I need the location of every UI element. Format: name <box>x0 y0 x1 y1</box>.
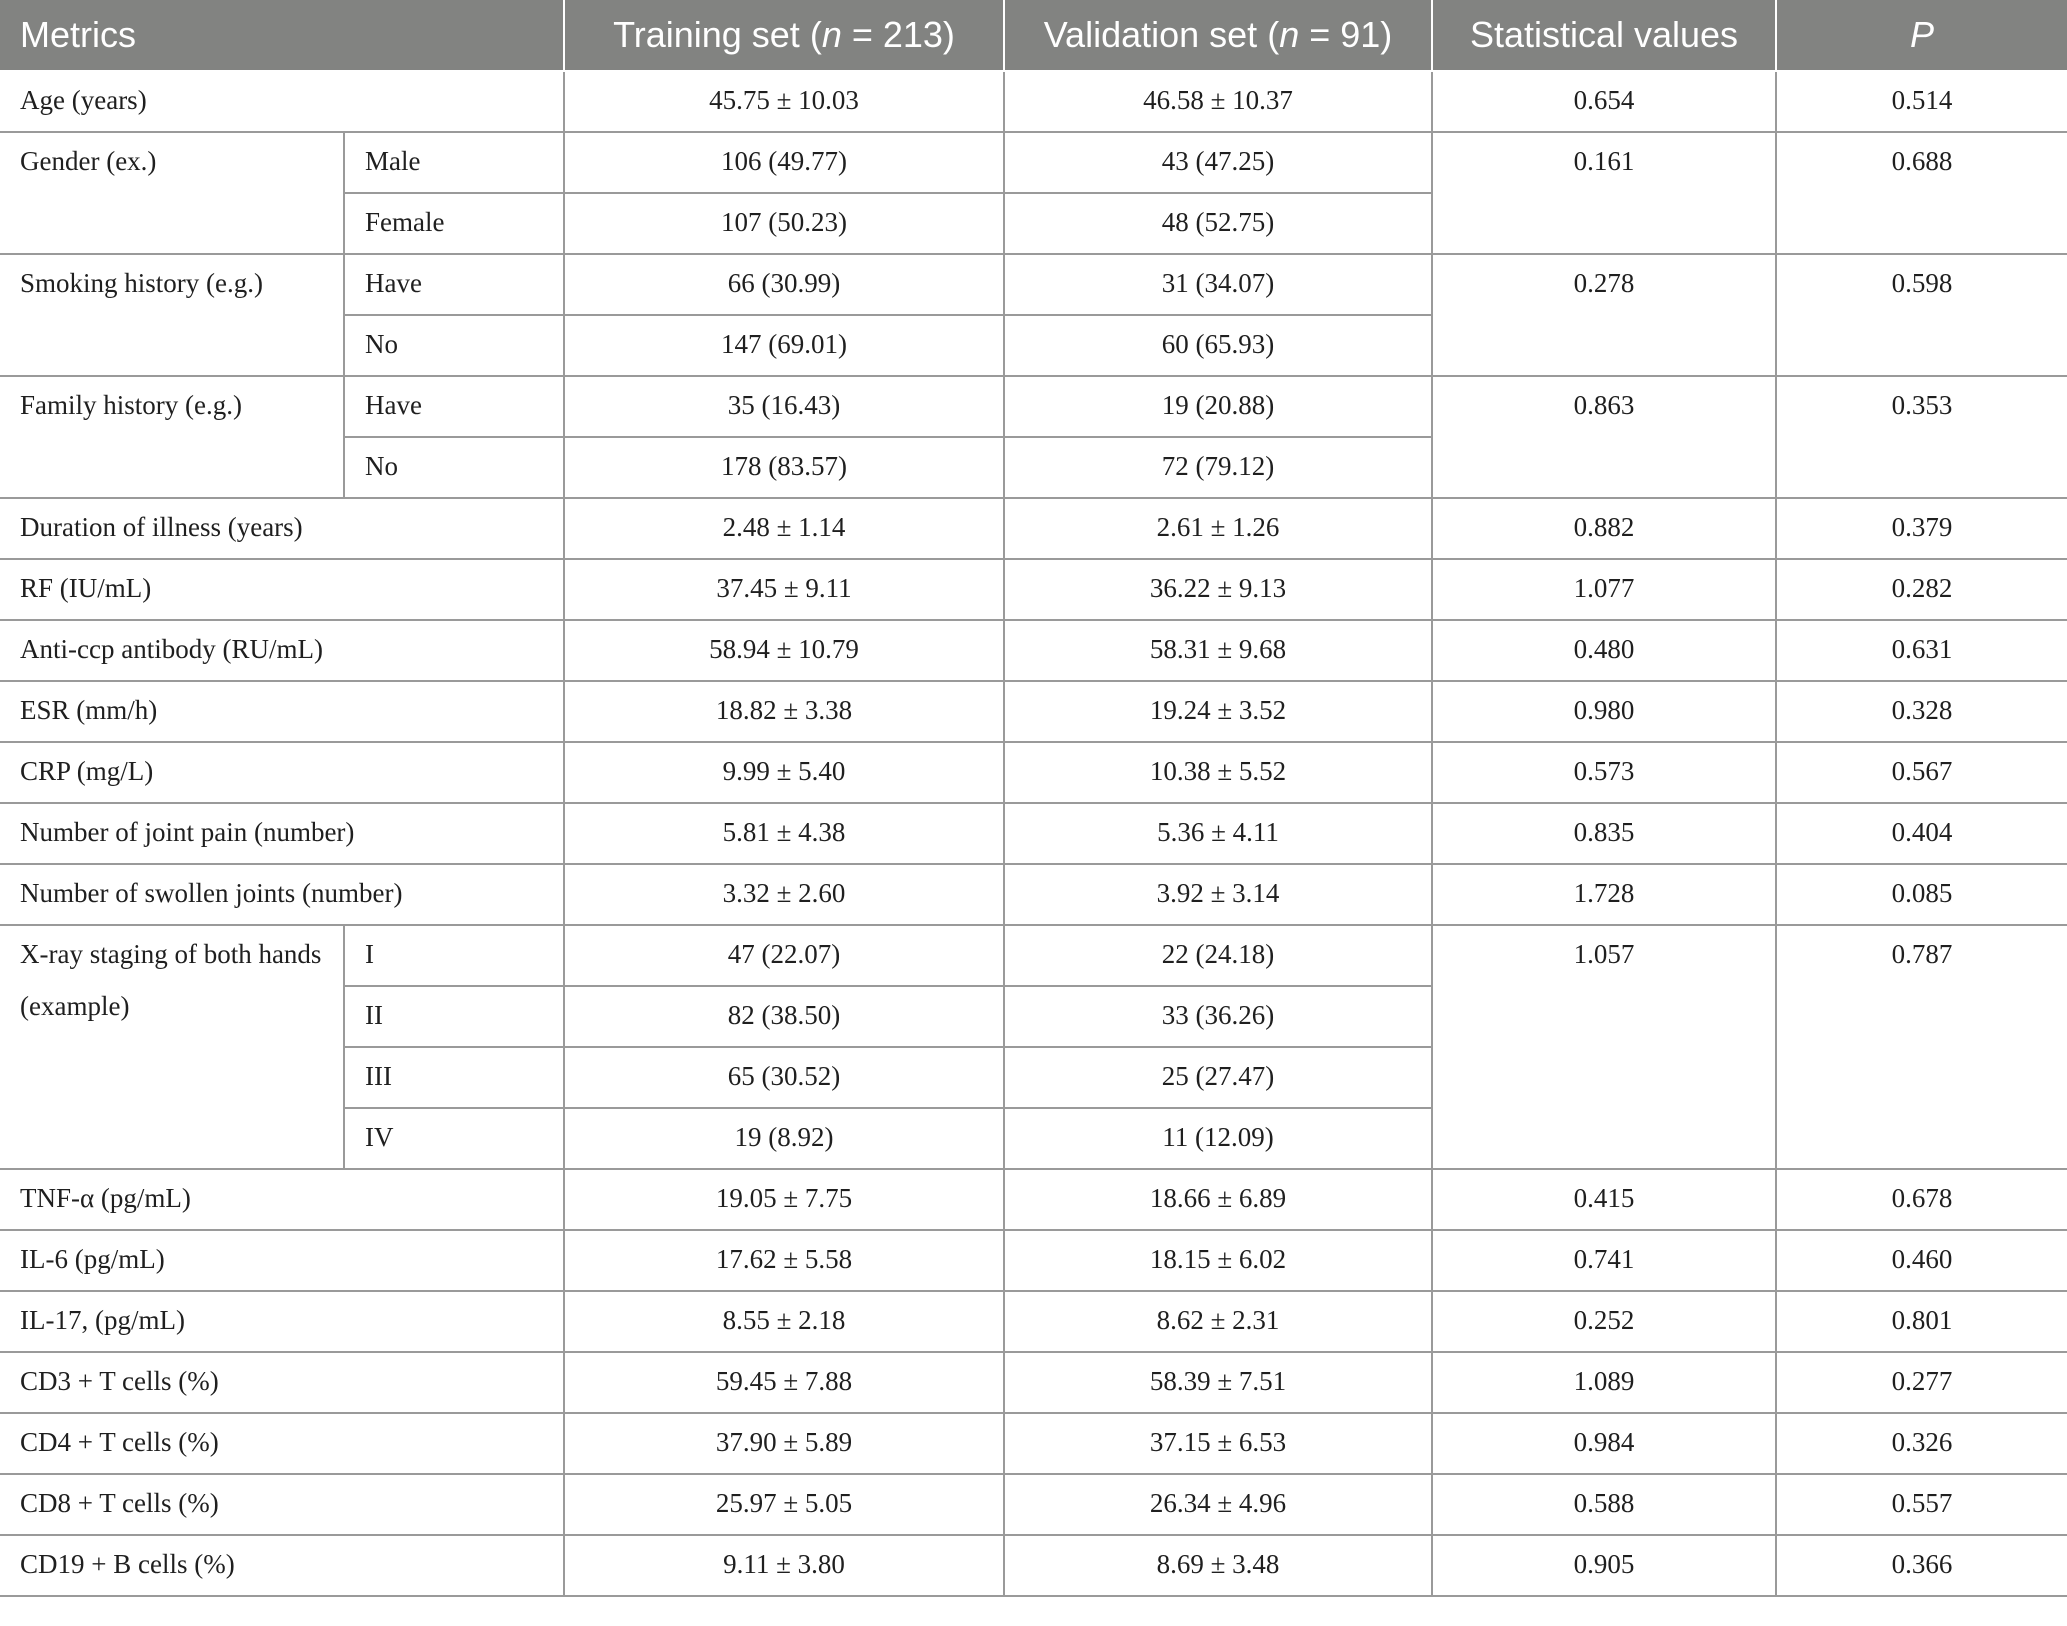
row-label: CD19 + B cells (%) <box>0 1535 564 1596</box>
p-value: 0.277 <box>1776 1352 2067 1413</box>
statistical-value: 0.882 <box>1432 498 1776 559</box>
training-value: 66 (30.99) <box>564 254 1004 315</box>
table-row <box>0 1352 2067 1413</box>
validation-n: n <box>1279 14 1300 55</box>
p-value: 0.631 <box>1776 620 2067 681</box>
row-label: IL-6 (pg/mL) <box>0 1230 564 1291</box>
statistical-value: 0.252 <box>1432 1291 1776 1352</box>
header-p: P <box>1776 0 2067 71</box>
header-validation-set <box>1004 0 1432 71</box>
training-n: n <box>821 14 842 55</box>
validation-value: 8.62 ± 2.31 <box>1004 1291 1432 1352</box>
row-label: ESR (mm/h) <box>0 681 564 742</box>
statistical-value: 1.077 <box>1432 559 1776 620</box>
row-label: Smoking history (e.g.) <box>0 254 344 376</box>
statistical-value: 0.588 <box>1432 1474 1776 1535</box>
p-value: 0.404 <box>1776 803 2067 864</box>
statistical-value: 0.480 <box>1432 620 1776 681</box>
table-row <box>0 1169 2067 1230</box>
p-value: 0.328 <box>1776 681 2067 742</box>
table-row <box>0 376 2067 437</box>
validation-value: 5.36 ± 4.11 <box>1004 803 1432 864</box>
statistical-value: 1.728 <box>1432 864 1776 925</box>
statistical-value: 0.905 <box>1432 1535 1776 1596</box>
statistical-value: 0.980 <box>1432 681 1776 742</box>
validation-value: 22 (24.18) <box>1004 925 1432 986</box>
row-label: Age (years) <box>0 71 564 132</box>
statistical-value: 0.161 <box>1432 132 1776 254</box>
validation-value: 26.34 ± 4.96 <box>1004 1474 1432 1535</box>
subgroup-label: Female <box>344 193 564 254</box>
p-value: 0.379 <box>1776 498 2067 559</box>
table-row <box>0 132 2067 193</box>
table-row <box>0 1474 2067 1535</box>
validation-value: 72 (79.12) <box>1004 437 1432 498</box>
table-row <box>0 864 2067 925</box>
training-value: 59.45 ± 7.88 <box>564 1352 1004 1413</box>
training-value: 9.11 ± 3.80 <box>564 1535 1004 1596</box>
subgroup-label: Have <box>344 376 564 437</box>
training-value: 178 (83.57) <box>564 437 1004 498</box>
table-row <box>0 71 2067 132</box>
validation-value: 58.31 ± 9.68 <box>1004 620 1432 681</box>
training-value: 3.32 ± 2.60 <box>564 864 1004 925</box>
subgroup-label: Have <box>344 254 564 315</box>
table-row <box>0 498 2067 559</box>
statistical-value: 0.741 <box>1432 1230 1776 1291</box>
p-value: 0.787 <box>1776 925 2067 1169</box>
statistical-value: 0.654 <box>1432 71 1776 132</box>
header-training-set <box>564 0 1004 71</box>
subgroup-label: No <box>344 315 564 376</box>
validation-value: 58.39 ± 7.51 <box>1004 1352 1432 1413</box>
p-value: 0.688 <box>1776 132 2067 254</box>
validation-value: 43 (47.25) <box>1004 132 1432 193</box>
validation-value: 10.38 ± 5.52 <box>1004 742 1432 803</box>
subgroup-label: IV <box>344 1108 564 1169</box>
p-value: 0.460 <box>1776 1230 2067 1291</box>
validation-value: 31 (34.07) <box>1004 254 1432 315</box>
statistical-value: 0.573 <box>1432 742 1776 803</box>
training-value: 5.81 ± 4.38 <box>564 803 1004 864</box>
row-label: CD3 + T cells (%) <box>0 1352 564 1413</box>
validation-value: 60 (65.93) <box>1004 315 1432 376</box>
validation-prefix: Validation set ( <box>1043 14 1280 55</box>
training-value: 2.48 ± 1.14 <box>564 498 1004 559</box>
header-row <box>0 0 2067 71</box>
validation-value: 11 (12.09) <box>1004 1108 1432 1169</box>
p-value: 0.678 <box>1776 1169 2067 1230</box>
validation-value: 2.61 ± 1.26 <box>1004 498 1432 559</box>
training-value: 37.45 ± 9.11 <box>564 559 1004 620</box>
validation-value: 37.15 ± 6.53 <box>1004 1413 1432 1474</box>
validation-value: 33 (36.26) <box>1004 986 1432 1047</box>
statistical-value: 1.089 <box>1432 1352 1776 1413</box>
p-value: 0.326 <box>1776 1413 2067 1474</box>
p-value: 0.557 <box>1776 1474 2067 1535</box>
statistical-value: 0.984 <box>1432 1413 1776 1474</box>
p-value: 0.085 <box>1776 864 2067 925</box>
row-label: Number of swollen joints (number) <box>0 864 564 925</box>
training-value: 147 (69.01) <box>564 315 1004 376</box>
training-value: 47 (22.07) <box>564 925 1004 986</box>
p-value: 0.353 <box>1776 376 2067 498</box>
table-row <box>0 620 2067 681</box>
row-label: Number of joint pain (number) <box>0 803 564 864</box>
row-label: TNF-α (pg/mL) <box>0 1169 564 1230</box>
training-value: 107 (50.23) <box>564 193 1004 254</box>
training-suffix: = 213) <box>841 14 955 55</box>
p-value: 0.366 <box>1776 1535 2067 1596</box>
p-value: 0.598 <box>1776 254 2067 376</box>
training-value: 8.55 ± 2.18 <box>564 1291 1004 1352</box>
training-value: 19 (8.92) <box>564 1108 1004 1169</box>
p-value: 0.282 <box>1776 559 2067 620</box>
validation-value: 36.22 ± 9.13 <box>1004 559 1432 620</box>
training-value: 19.05 ± 7.75 <box>564 1169 1004 1230</box>
row-label: Duration of illness (years) <box>0 498 564 559</box>
row-label: RF (IU/mL) <box>0 559 564 620</box>
validation-value: 48 (52.75) <box>1004 193 1432 254</box>
statistical-value: 0.863 <box>1432 376 1776 498</box>
validation-value: 19.24 ± 3.52 <box>1004 681 1432 742</box>
subgroup-label: I <box>344 925 564 986</box>
row-label: CD8 + T cells (%) <box>0 1474 564 1535</box>
statistical-value: 0.278 <box>1432 254 1776 376</box>
training-value: 25.97 ± 5.05 <box>564 1474 1004 1535</box>
table-row <box>0 559 2067 620</box>
statistical-value: 0.415 <box>1432 1169 1776 1230</box>
validation-value: 25 (27.47) <box>1004 1047 1432 1108</box>
subgroup-label: No <box>344 437 564 498</box>
training-value: 45.75 ± 10.03 <box>564 71 1004 132</box>
table-row <box>0 742 2067 803</box>
table-row <box>0 1291 2067 1352</box>
training-value: 65 (30.52) <box>564 1047 1004 1108</box>
row-label: CRP (mg/L) <box>0 742 564 803</box>
table-row <box>0 1535 2067 1596</box>
table-row <box>0 681 2067 742</box>
subgroup-label: III <box>344 1047 564 1108</box>
training-value: 9.99 ± 5.40 <box>564 742 1004 803</box>
row-label: IL-17, (pg/mL) <box>0 1291 564 1352</box>
table-row <box>0 254 2067 315</box>
row-label: CD4 + T cells (%) <box>0 1413 564 1474</box>
training-prefix: Training set ( <box>613 14 822 55</box>
training-value: 18.82 ± 3.38 <box>564 681 1004 742</box>
row-label: Gender (ex.) <box>0 132 344 254</box>
statistical-value: 0.835 <box>1432 803 1776 864</box>
training-value: 82 (38.50) <box>564 986 1004 1047</box>
training-value: 106 (49.77) <box>564 132 1004 193</box>
p-value: 0.567 <box>1776 742 2067 803</box>
table-row <box>0 803 2067 864</box>
validation-value: 19 (20.88) <box>1004 376 1432 437</box>
row-label: Family history (e.g.) <box>0 376 344 498</box>
table-row <box>0 925 2067 986</box>
table-row <box>0 1230 2067 1291</box>
table-row <box>0 1413 2067 1474</box>
training-value: 37.90 ± 5.89 <box>564 1413 1004 1474</box>
training-value: 35 (16.43) <box>564 376 1004 437</box>
statistical-value: 1.057 <box>1432 925 1776 1169</box>
p-value: 0.514 <box>1776 71 2067 132</box>
validation-value: 8.69 ± 3.48 <box>1004 1535 1432 1596</box>
p-value: 0.801 <box>1776 1291 2067 1352</box>
validation-value: 46.58 ± 10.37 <box>1004 71 1432 132</box>
validation-value: 3.92 ± 3.14 <box>1004 864 1432 925</box>
row-label: X-ray staging of both hands (example) <box>0 925 344 1169</box>
row-label: Anti-ccp antibody (RU/mL) <box>0 620 564 681</box>
subgroup-label: II <box>344 986 564 1047</box>
subgroup-label: Male <box>344 132 564 193</box>
validation-suffix: = 91) <box>1299 14 1393 55</box>
training-value: 58.94 ± 10.79 <box>564 620 1004 681</box>
training-value: 17.62 ± 5.58 <box>564 1230 1004 1291</box>
header-statistical-values: Statistical values <box>1432 0 1776 71</box>
validation-value: 18.15 ± 6.02 <box>1004 1230 1432 1291</box>
header-metrics: Metrics <box>0 0 564 71</box>
validation-value: 18.66 ± 6.89 <box>1004 1169 1432 1230</box>
